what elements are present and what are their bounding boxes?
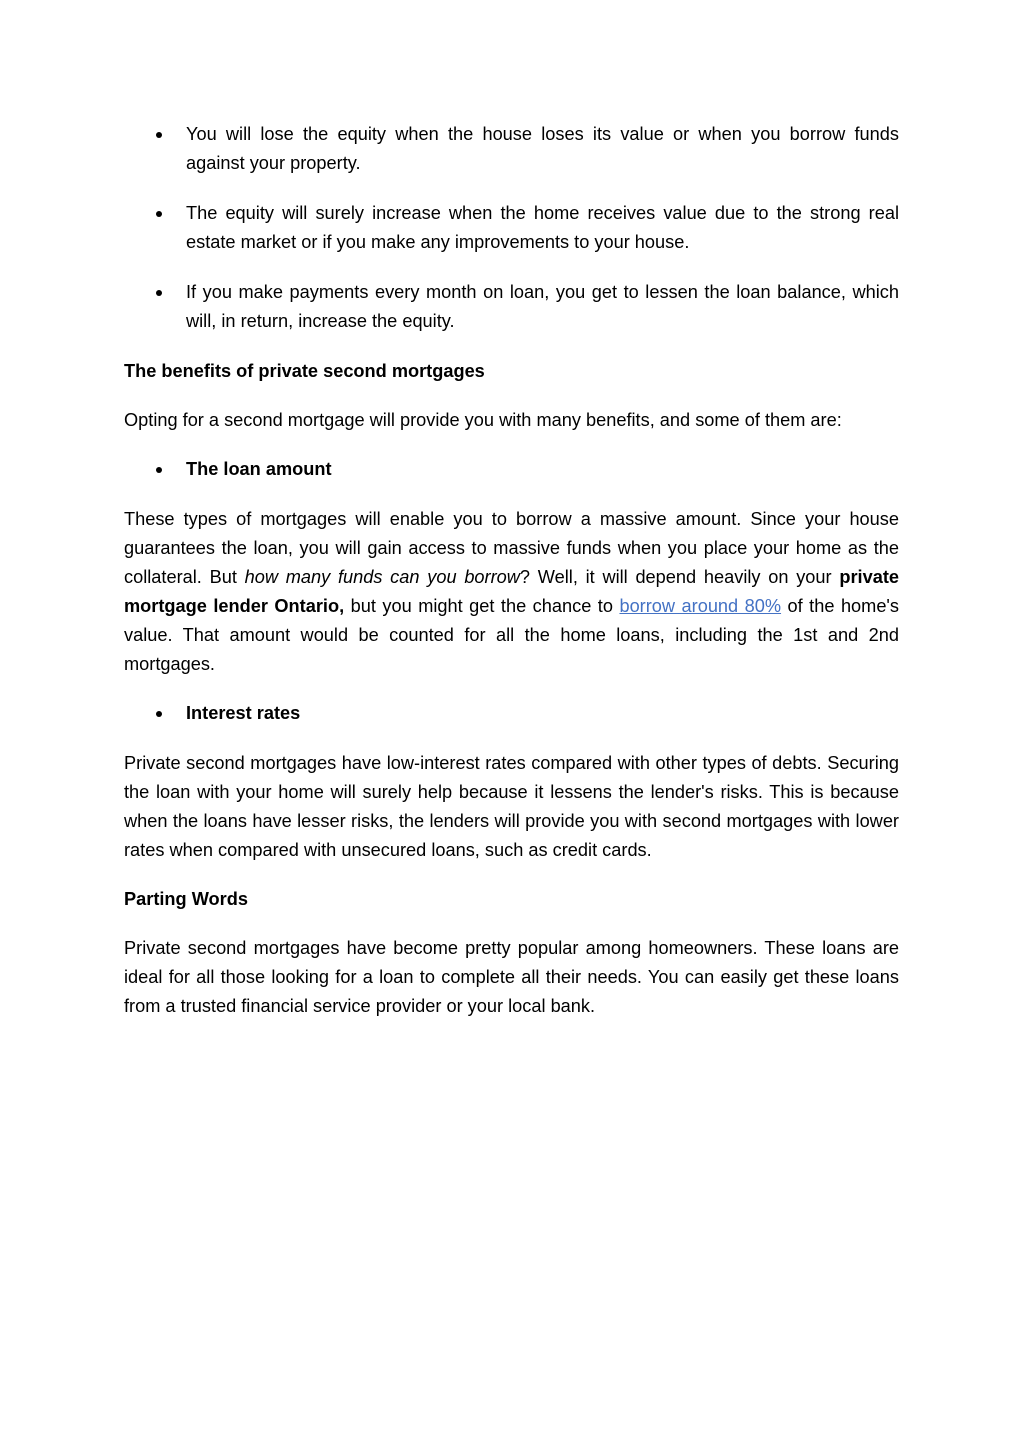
list-item <box>124 120 899 178</box>
bullet-icon <box>156 467 162 473</box>
parting-heading: Parting Words <box>124 889 248 909</box>
benefits-heading: The benefits of private second mortgages <box>124 361 485 381</box>
document-page <box>124 120 899 1041</box>
paragraph-text: but you might get the chance to <box>344 596 620 616</box>
paragraph-text: ? Well, it will depend heavily on your <box>519 567 840 587</box>
loan-amount-heading: The loan amount <box>186 459 332 479</box>
borrow-around-link[interactable]: borrow around 80% <box>619 596 782 616</box>
bullet-text: The equity will surely increase when the home receives value due to the strong real estate market or if you make any improvements to your house. <box>186 203 899 252</box>
list-item <box>124 278 899 336</box>
list-item <box>124 455 899 484</box>
bold-keyword: private mortgage lender Ontario, <box>124 567 899 616</box>
paragraph-text: of the home's value. That amount would be counted for all the home loans, including the 1st and 2nd mortgages. <box>124 596 900 674</box>
bullet-icon <box>156 290 162 296</box>
bullet-text: If you make payments every month on loan, you get to lessen the loan balance, which will, in return, increase the equity. <box>186 282 899 331</box>
paragraph-text: These types of mortgages will enable you to borrow a massive amount. Since your house guarantees the loan, you will gain access to massive funds when you place your home as the collateral. But <box>124 509 899 587</box>
interest-rates-heading: Interest rates <box>186 703 301 723</box>
bullet-icon <box>156 132 162 138</box>
interest-rates-paragraph: Private second mortgages have low-interest rates compared with other types of debts. Securing the loan with your home will surely help because it lessens the lender's risks. This is because when the loans have lesser risks, the lenders will provide you with second mortgages with lower rates when compared with unsecured loans, such as credit cards. <box>124 753 899 860</box>
bullet-icon <box>156 211 162 217</box>
loan-amount-paragraph <box>124 505 899 679</box>
bullet-text: You will lose the equity when the house loses its value or when you borrow funds against your property. <box>186 124 899 173</box>
italic-question: how many funds can you borrow <box>244 567 520 587</box>
interest-rates-bullet <box>124 699 899 728</box>
bullet-icon <box>156 711 162 717</box>
benefits-intro: Opting for a second mortgage will provide you with many benefits, and some of them are: <box>124 410 842 430</box>
loan-amount-bullet <box>124 455 899 484</box>
parting-paragraph: Private second mortgages have become pretty popular among homeowners. These loans are ideal for all those looking for a loan to complete all their needs. You can easily get these loans from a trusted financial service provider or your local bank. <box>124 938 899 1016</box>
list-item <box>124 699 899 728</box>
list-item <box>124 199 899 257</box>
equity-bullet-list <box>124 120 899 336</box>
